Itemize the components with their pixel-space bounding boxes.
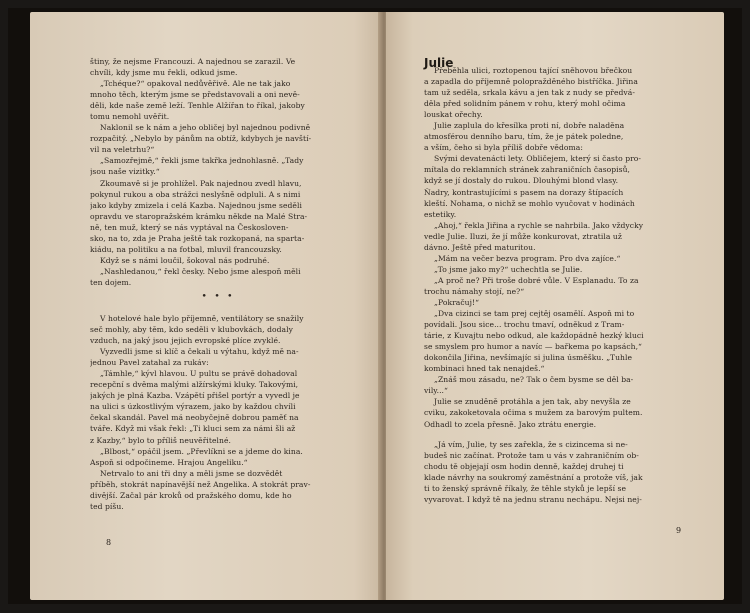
text-line: ti to ženský správně říkaly, že těhle styků je lepší se <box>424 483 626 493</box>
text-line: atmosférou denního baru, tím, že je pátek poledne, <box>424 132 624 142</box>
text-line: pokynul rukou a oba strážci neslyšně odpluli. A s nimi <box>90 189 301 199</box>
text-line: „Ahoj,“ řekla Jiřina a rychle se nahrbila. Jako vždycky <box>434 220 644 230</box>
right-page <box>386 12 724 600</box>
text-line: ten dojem. <box>90 277 132 287</box>
text-line: „Támhle,“ kývl hlavou. U pultu se právě dohadoval <box>100 369 298 379</box>
text-line: divější. Začal pár kroků od pražského domu, kde ho <box>90 490 292 500</box>
text-line: jako kdyby zmizela i celá Kazba. Najednou jsme seděli <box>90 200 302 210</box>
text-line: dávno. Ještě před maturitou. <box>424 242 536 252</box>
text-line: „Samozřejmě,“ řekli jsme takřka jednohlasně. „Tady <box>100 156 304 166</box>
text-line: Zkoumavě si je prohlížel. Pak najednou zvedl hlavu, <box>100 178 302 188</box>
text-line: vil na veletrhu?“ <box>90 145 155 155</box>
text-line: recepční s dvěma malými alžírskými kluky. Takovými, <box>90 380 299 390</box>
text-line: „Mám na večer bezva program. Pro dva zajíce.“ <box>434 253 621 263</box>
text-line: Naklonil se k nám a jeho obličej byl najednou podivně <box>100 123 311 133</box>
section-separator: ••• <box>201 290 241 300</box>
text-line: jsou naše vizitky.“ <box>90 167 160 177</box>
text-line: kleští. Nohama, o nichž se mohlo vyučovat v hodinách <box>424 198 635 208</box>
left-page-text <box>90 56 352 512</box>
text-line: ně, ten muž, který se nás vyptával na Českosloven- <box>90 222 289 232</box>
text-line: a vším, čeho si byla příliš dobře vědoma: <box>424 143 583 153</box>
text-line: příběh, stokrát napínavější než Angelika. A stokrát prav- <box>90 479 311 489</box>
text-line: tárie, z Kuvajtu nebo odkud, ale každopádně hezký kluci <box>424 331 644 341</box>
text-line: Aspoň si odpočineme. Hrajou Angeliku.“ <box>90 457 248 467</box>
chapter-heading: Julie <box>424 56 454 70</box>
text-line: Odhadl to zcela přesně. Jako ztrátu energie. <box>424 419 597 429</box>
text-line: tomu nemohl uvěřit. <box>90 112 170 122</box>
paragraph-gap <box>90 304 352 313</box>
text-line: jednou Pavel zatahal za rukáv: <box>90 358 209 368</box>
text-line: rozpačitý. „Nebylo by pánům na obtíž, kdybych je navští- <box>90 134 312 144</box>
text-line: vzduch, na jaký jsou jejich evropské plíce zvyklé. <box>90 336 281 346</box>
text-line: mnoho těch, kterým jsme se představovali a oni nevě- <box>90 90 300 100</box>
text-line: chvíli, kdy jsme mu řekli, odkud jsme. <box>90 68 238 78</box>
text-line: „To jsme jako my?“ uchechtla se Julie. <box>434 264 583 274</box>
text-line: chodu tě objejají osm hodin denně, každej druhej ti <box>424 461 624 471</box>
text-line: „Já vím, Julie, ty ses zařekla, že s cizincema si ne- <box>434 439 628 449</box>
text-line: z Kazby,“ bylo to příliš neuvěřitelné. <box>90 435 231 445</box>
text-line: štiny, že nejsme Francouzi. A najednou se zarazil. Ve <box>90 57 296 66</box>
text-line: cviku, zakoketovala očima s mužem za barovým pultem. <box>424 408 643 418</box>
text-line: „Tchéque?“ opakoval nedůvěřivě. Ale ne tak jako <box>100 79 291 89</box>
text-line: jakých je plná Kazba. Vzápětí přišel portýr a vyvedl je <box>90 391 300 401</box>
text-line: „A proč ne? Při troše dobré vůle. V Esplanadu. To za <box>434 275 639 285</box>
text-line: kiádu, na politiku a na fotbal, mluvil francouzsky. <box>90 244 282 254</box>
text-line: když se jí dostaly do rukou. Dlouhými blond vlasy. <box>424 176 619 186</box>
text-line: „Znáš mou zásadu, ne? Tak o čem bysme se děl ba- <box>434 375 634 385</box>
text-line: „Dva cizinci se tam prej cejtěj osamělí. Aspoň mi to <box>434 309 635 319</box>
text-line: Když se s námi loučil, šokoval nás podruhé. <box>100 255 270 265</box>
text-line: opravdu ve staropražském krámku někde na Malé Stra- <box>90 211 308 221</box>
text-line: tváře. Když mi však řekl: „Ti kluci sem za námi šli až <box>90 424 296 434</box>
text-line: sko, na to, zda je Praha ještě tak rozkopaná, na sparta- <box>90 233 305 243</box>
text-line: Svými devatenácti lety. Obličejem, který si často pro- <box>434 154 642 164</box>
text-line: vily...“ <box>424 386 448 396</box>
text-line: povídali. Jsou sice... trochu tmaví, odněkud z Tram- <box>424 320 625 330</box>
text-line: se smyslem pro humor a navíc — bařkema po kapsách,“ <box>424 342 642 352</box>
text-line: „Pokračuj!“ <box>434 297 480 307</box>
text-line: děli, kde naše země leží. Tenhle Alžířan to říkal, jakoby <box>90 101 305 111</box>
text-line: Vyzvedli jsme si klíč a čekali u výtahu, když mě na- <box>100 347 299 357</box>
text-line: „Nashledanou,“ řekl česky. Nebo jsme alespoň měli <box>100 266 301 276</box>
book-spread <box>8 8 742 604</box>
text-line: tam už seděla, srkala kávu a jen tak z nudy se předvá- <box>424 88 635 98</box>
right-page-number: 9 <box>676 526 682 535</box>
left-page-number: 8 <box>106 538 112 547</box>
text-line: děla před solidním pánem v rohu, který mohl očima <box>424 99 626 109</box>
text-line: mítala do reklamních stránek zahraničních časopisů, <box>424 165 631 175</box>
paragraph-gap <box>424 56 682 65</box>
text-line: dokončila Jiřina, nevšímajíc si julina úsměšku. „Tuhle <box>424 353 633 363</box>
text-line: seč mohly, aby těm, kdo seděli v klubovkách, dodaly <box>90 325 293 335</box>
text-line: klade návrhy na soukromý zaměstnání a protože víš, jak <box>424 472 643 482</box>
text-line: estetiky. <box>424 209 457 219</box>
text-line: V hotelové hale bylo příjemně, ventilátory se snažily <box>100 313 304 323</box>
text-line: „Blbost,“ opáčil jsem. „Převlíkni se a jdeme do kina. <box>100 446 303 456</box>
text-line: Julie se znuděně protáhla a jen tak, aby nevyšla ze <box>434 397 631 407</box>
left-page <box>30 12 382 600</box>
text-line: na ulici s úzkostlivým výrazem, jako by každou chvíli <box>90 402 296 412</box>
text-line: kombinaci hned tak nenajdeš.“ <box>424 364 545 374</box>
text-line: vedle Julie. Iluzi, že jí může konkurovat, ztratila už <box>424 231 622 241</box>
text-line: vyvarovat. I když tě na jednu stranu nechápu. Nejsi nej- <box>424 494 642 504</box>
text-line: ted píšu. <box>90 501 124 511</box>
text-line: Ňadry, kontrastujícími s pasem na dorazy štípacích <box>424 187 624 197</box>
text-line: louskat ořechy. <box>424 110 483 120</box>
text-line: Přeběhla ulici, roztopenou tající sněhovou břečkou <box>434 66 633 75</box>
right-page-text <box>424 56 682 505</box>
text-line: Netrvalo to ani tři dny a měli jsme se dozvědět <box>100 468 283 478</box>
text-line: a zapadla do příjemně polopražděného bistříčka. Jiřina <box>424 77 638 87</box>
text-line: Julie zaplula do křesílka proti ní, dobře naladěna <box>434 121 625 131</box>
text-line: čekal skandál. Pavel má neobyčejně dobrou paměť na <box>90 413 299 423</box>
text-line: trochu námahy stojí, ne?“ <box>424 286 525 296</box>
text-line: budeš nic začínat. Protože tam u vás v zahraničním ob- <box>424 450 639 460</box>
paragraph-gap <box>424 430 682 439</box>
